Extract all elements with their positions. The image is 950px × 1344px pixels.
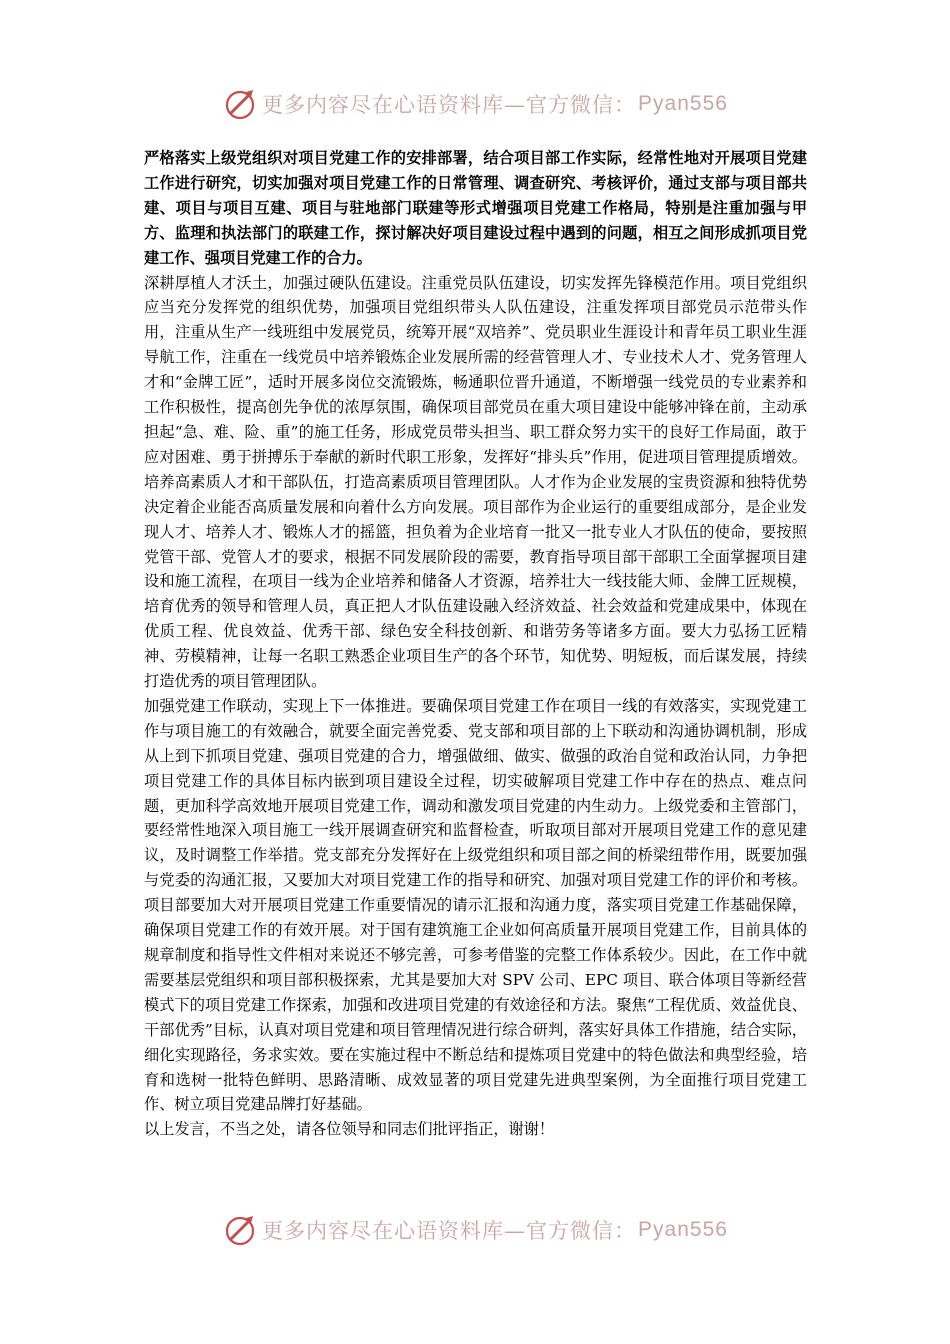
paragraph: 以上发言，不当之处，请各位领导和同志们批评指正，谢谢！ — [144, 1120, 555, 1139]
paragraph: 加强党建工作联动，实现上下一体推进。要确保项目党建工作在项目一线的有效落实，实现党建工作与项目施工的有效融合，就要全面完善党委、党支部和项目部的上下联动和沟通协调机制，形成从上到下抓项目党建、强项目党建的合力，增强做细、做实、做强的政治自觉和政治认同，力争把项目党建工作的具体目标内嵌到项目建设全过程，切实破解项目党建工作中存在的热点、难点问题，更加科学高效地开展项目党建工作，调动和激发项目党建的内生动力。上级党委和主管部门，要经常性地深入项目施工一线开展调查研究和监督检查，听取项目部对开展项目党建工作的意见建议，及时调整工作举措。党支部充分发挥好在上级党组织和项目部之间的桥梁纽带作用，既要加强与党委的沟通汇报，又要加大对项目党建工作的指导和研究、加强对项目党建工作的评价和考核。项目部要加大对开展项目党建工作重要情况的请示汇报和沟通力度，落实项目党建工作基础保障，确保项目党建工作的有效开展。对于国有建筑施工企业如何高质量开展项目党建工作，目前具体的规章制度和指导性文件相对来说还不够完善，可参考借鉴的完整工作体系较少。因此，在工作中就需要基层党组织和项目部积极探索，尤其是要加大对 SPV 公司、EPC 项目、联合体项目等新经营模式下的项目党建工作探索，加强和改进项目党建的有效途径和方法。聚焦“工程优质、效益优良、干部优秀”目标，认真对项目党建和项目管理情况进行综合研判，落实好具体工作措施，结合实际，细化实现路径，务求实效。要在实施过程中不断总结和提炼项目党建中的特色做法和典型经验，培育和选树一批特色鲜明、思路清晰、成效显著的项目党建先进典型案例，为全面推行项目党建工作、树立项目党建品牌打好基础。 — [144, 696, 807, 1114]
watermark-footer — [0, 1210, 950, 1250]
watermark-wechat-id: Pyan556 — [638, 1218, 728, 1241]
paragraph: 严格落实上级党组织对项目党建工作的安排部署，结合项目部工作实际，经常性地对开展项目党建工作进行研究，切实加强对项目党建工作的日常管理、调查研究、考核评价，通过支部与项目部共建、项目与项目互建、项目与驻地部门联建等形式增强项目党建工作格局，特别是注重加强与甲方、监理和执法部门的联建工作，探讨解决好项目建设过程中遇到的问题，相互之间形成抓项目党建工作、强项目党建工作的合力。 — [144, 149, 807, 267]
watermark-wechat-id: Pyan556 — [638, 92, 728, 115]
pen-circle-icon — [222, 1212, 258, 1248]
paragraph: 深耕厚植人才沃土，加强过硬队伍建设。注重党员队伍建设，切实发挥先锋模范作用。项目党组织应当充分发挥党的组织优势，加强项目党组织带头人队伍建设，注重发挥项目部党员示范带头作用，注重从生产一线班组中发展党员，统筹开展“双培养”、党员职业生涯设计和青年员工职业生涯导航工作，注重在一线党员中培养锻炼企业发展所需的经营管理人才、专业技术人才、党务管理人才和“金牌工匠”，适时开展多岗位交流锻炼，畅通职位晋升通道，不断增强一线党员的专业素养和工作积极性，提高创先争优的浓厚氛围，确保项目部党员在重大项目建设中能够冲锋在前，主动承担起“急、难、险、重”的施工任务，形成党员带头担当、职工群众努力实干的良好工作局面，敢于应对困难、勇于拼搏乐于奉献的新时代职工形象，发挥好“排头兵”作用，促进项目管理提质增效。培养高素质人才和干部队伍，打造高素质项目管理团队。人才作为企业发展的宝贵资源和独特优势决定着企业能否高质量发展和向着什么方向发展。项目部作为企业运行的重要组成部分，是企业发现人才、培养人才、锻炼人才的摇篮，担负着为企业培育一批又一批专业人才队伍的使命，要按照党管干部、党管人才的要求，根据不同发展阶段的需要，教育指导项目部干部职工全面掌握项目建设和施工流程，在项目一线为企业培养和储备人才资源，培养壮大一线技能大师、金牌工匠规模，培育优秀的领导和管理人员，真正把人才队伍建设融入经济效益、社会效益和党建成果中，体现在优质工程、优良效益、优秀干部、绿色安全科技创新、和谐劳务等诸多方面。要大力弘扬工匠精神、劳模精神，让每一名职工熟悉企业项目生产的各个环节，知优势、明短板，而后谋发展，持续打造优秀的项目管理团队。 — [144, 273, 807, 691]
document-body — [144, 146, 807, 1142]
pen-circle-icon — [222, 86, 258, 122]
watermark-text: 更多内容尽在心语资料库—官方微信： — [262, 1219, 637, 1243]
watermark-header — [0, 84, 950, 124]
watermark-text: 更多内容尽在心语资料库—官方微信： — [262, 93, 637, 117]
